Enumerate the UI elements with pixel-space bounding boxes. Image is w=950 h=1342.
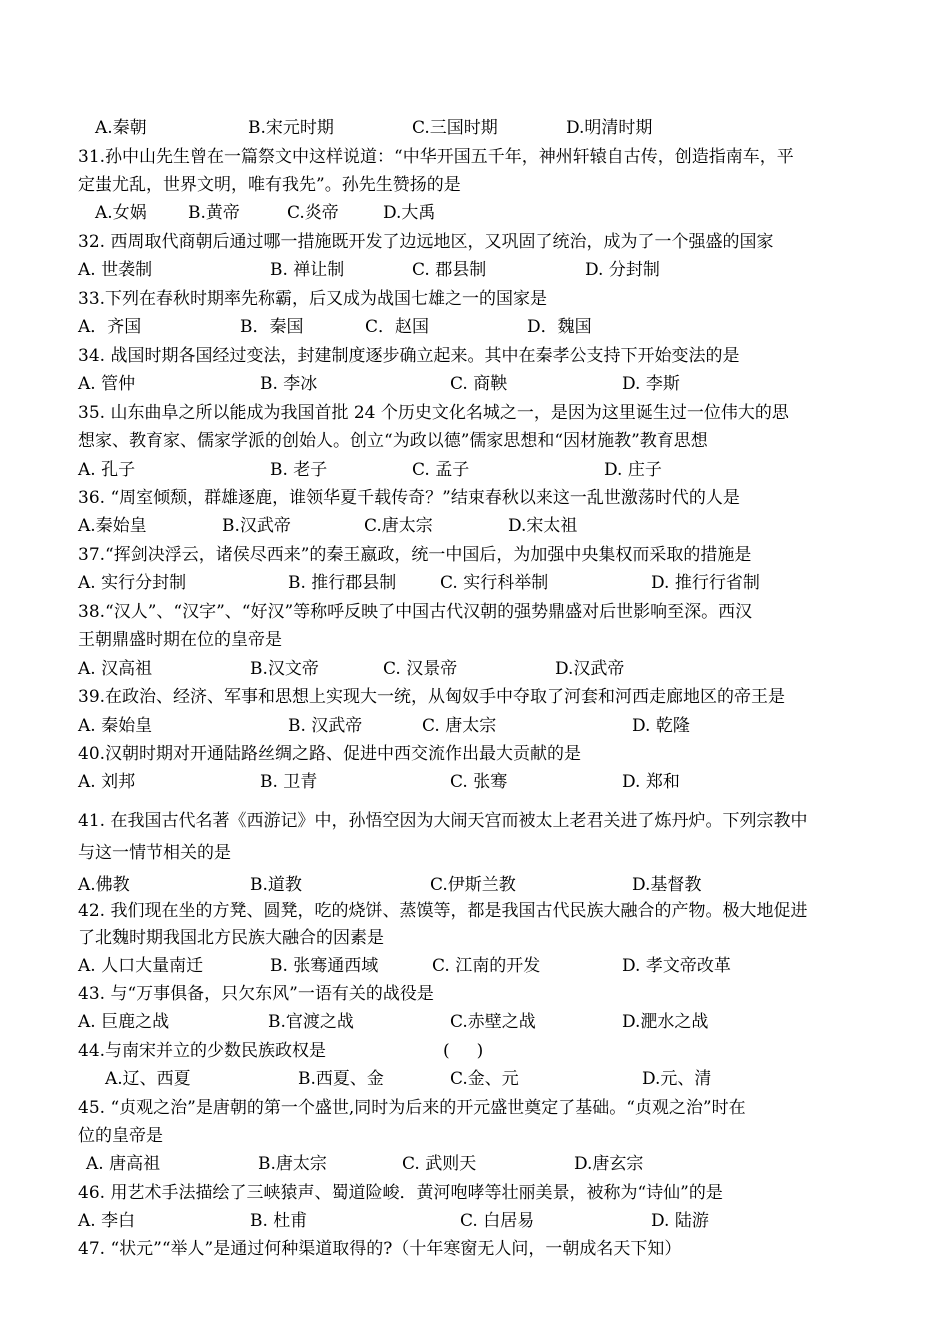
q38-option-b: B.汉文帝	[250, 659, 319, 679]
q41-option-d: D.基督教	[632, 875, 702, 895]
q40-stem-line1: 40.汉朝时期对开通陆路丝绸之路、促进中西交流作出最大贡献的是	[78, 744, 582, 764]
q34-option-d: D. 李斯	[622, 374, 680, 394]
q44-option-a: A.辽、西夏	[105, 1069, 191, 1089]
q39-option-c: C. 唐太宗	[422, 716, 497, 736]
q42-option-c: C. 江南的开发	[432, 956, 541, 976]
q32-option-b: B. 禅让制	[270, 260, 345, 280]
q42-option-a: A. 人口大量南迁	[78, 956, 204, 976]
q33-option-b: B．秦国	[240, 317, 304, 337]
q46-option-c: C. 白居易	[460, 1211, 535, 1231]
q37-option-b: B. 推行郡县制	[288, 573, 397, 593]
q42-option-d: D. 孝文帝改革	[622, 956, 731, 976]
q43-option-b: B.官渡之战	[268, 1012, 354, 1032]
q46-option-a: A. 李白	[78, 1211, 136, 1231]
q41-option-a: A.佛教	[78, 875, 130, 895]
q31-option-d: D.大禹	[383, 203, 436, 223]
q44-answer-blank: ( )	[443, 1041, 484, 1061]
q34-stem-line1: 34. 战国时期各国经过变法，封建制度逐步确立起来。其中在秦孝公支持下开始变法的是	[78, 346, 740, 366]
q45-stem-line2: 位的皇帝是	[78, 1126, 163, 1146]
q31-option-c: C.炎帝	[287, 203, 339, 223]
q36-option-b: B.汉武帝	[222, 516, 291, 536]
q40-option-c: C. 张骞	[450, 772, 508, 792]
q41-stem-line1: 41. 在我国古代名著《西游记》中，孙悟空因为大闹天宫而被太上老君关进了炼丹炉。下列宗教中	[78, 811, 808, 831]
q33-option-c: C．赵国	[365, 317, 430, 337]
q34-option-a: A. 管仲	[78, 374, 136, 394]
q39-option-b: B. 汉武帝	[288, 716, 363, 736]
q33-option-a: A．齐国	[78, 317, 142, 337]
q43-option-a: A. 巨鹿之战	[78, 1012, 170, 1032]
q30-option-b: B.宋元时期	[248, 118, 334, 138]
q45-option-a: A. 唐高祖	[86, 1154, 161, 1174]
q31-stem-line1: 31.孙中山先生曾在一篇祭文中这样说道：“中华开国五千年，神州轩辕自古传，创造指南车，平	[78, 147, 794, 167]
q41-stem-line2: 与这一情节相关的是	[78, 843, 231, 863]
q42-stem-line2: 了北魏时期我国北方民族大融合的因素是	[78, 928, 384, 948]
q34-option-c: C. 商鞅	[450, 374, 508, 394]
q31-stem-line2: 定蚩尤乱，世界文明，唯有我先”。孙先生赞扬的是	[78, 175, 461, 195]
q30-option-a: A.秦朝	[95, 118, 147, 138]
q33-option-d: D．魏国	[527, 317, 592, 337]
q36-stem-line1: 36. “周室倾颓，群雄逐鹿，谁领华夏千载传奇？”结束春秋以来这一乱世激荡时代的人是	[78, 488, 740, 508]
q42-stem-line1: 42. 我们现在坐的方凳、圆凳，吃的烧饼、蒸馍等，都是我国古代民族大融合的产物。极大地促进	[78, 901, 808, 921]
q30-option-c: C.三国时期	[412, 118, 498, 138]
q36-option-c: C.唐太宗	[364, 516, 433, 536]
q38-stem-line2: 王朝鼎盛时期在位的皇帝是	[78, 630, 282, 650]
q33-stem-line1: 33.下列在春秋时期率先称霸，后又成为战国七雄之一的国家是	[78, 289, 548, 309]
q36-option-a: A.秦始皇	[78, 516, 147, 536]
q42-option-b: B. 张骞通西域	[270, 956, 379, 976]
q41-option-c: C.伊斯兰教	[430, 875, 516, 895]
q35-option-c: C. 孟子	[412, 460, 470, 480]
q47-stem-line1: 47. “状元”“举人”是通过何种渠道取得的?（十年寒窗无人问，一朝成名天下知）	[78, 1239, 682, 1259]
q35-stem-line2: 想家、教育家、儒家学派的创始人。创立“为政以德”儒家思想和“因材施教”教育思想	[78, 431, 708, 451]
q37-option-c: C. 实行科举制	[440, 573, 549, 593]
q40-option-b: B. 卫青	[260, 772, 318, 792]
q38-option-d: D.汉武帝	[555, 659, 625, 679]
q44-option-d: D.元、清	[642, 1069, 712, 1089]
q43-stem-line1: 43. 与“万事俱备，只欠东风”一语有关的战役是	[78, 984, 434, 1004]
q36-option-d: D.宋太祖	[508, 516, 578, 536]
q32-stem-line1: 32. 西周取代商朝后通过哪一措施既开发了边远地区，又巩固了统治，成为了一个强盛的国家	[78, 232, 774, 252]
q38-stem-line1: 38.“汉人”、“汉字”、“好汉”等称呼反映了中国古代汉朝的强势鼎盛对后世影响至深。西汉	[78, 602, 753, 622]
q44-stem-line1: 44.与南宋并立的少数民族政权是	[78, 1041, 327, 1061]
q39-option-d: D. 乾隆	[632, 716, 690, 736]
q31-option-b: B.黄帝	[188, 203, 240, 223]
q37-option-a: A. 实行分封制	[78, 573, 187, 593]
q46-option-d: D. 陆游	[651, 1211, 709, 1231]
q40-option-a: A. 刘邦	[78, 772, 136, 792]
q35-option-b: B. 老子	[270, 460, 328, 480]
q44-option-b: B.西夏、金	[298, 1069, 384, 1089]
q43-option-c: C.赤壁之战	[450, 1012, 536, 1032]
q38-option-a: A. 汉高祖	[78, 659, 153, 679]
q32-option-d: D. 分封制	[585, 260, 660, 280]
q38-option-c: C. 汉景帝	[383, 659, 458, 679]
q30-option-d: D.明清时期	[566, 118, 653, 138]
q45-option-c: C. 武则天	[402, 1154, 477, 1174]
q32-option-c: C. 郡县制	[412, 260, 487, 280]
q37-option-d: D. 推行行省制	[651, 573, 760, 593]
q35-option-a: A. 孔子	[78, 460, 136, 480]
q45-stem-line1: 45. “贞观之治”是唐朝的第一个盛世,同时为后来的开元盛世奠定了基础。“贞观之治”时在	[78, 1098, 746, 1118]
q44-option-c: C.金、元	[450, 1069, 519, 1089]
q39-option-a: A. 秦始皇	[78, 716, 153, 736]
q34-option-b: B. 李冰	[260, 374, 318, 394]
q31-option-a: A.女娲	[95, 203, 147, 223]
q35-stem-line1: 35. 山东曲阜之所以能成为我国首批 24 个历史文化名城之一，是因为这里诞生过一位伟大的思	[78, 403, 789, 423]
q37-stem-line1: 37.“挥剑决浮云，诸侯尽西来”的秦王嬴政，统一中国后，为加强中央集权而采取的措施是	[78, 545, 752, 565]
q46-stem-line1: 46. 用艺术手法描绘了三峡猿声、蜀道险峻．黄河咆哮等壮丽美景，被称为“诗仙”的是	[78, 1183, 723, 1203]
q35-option-d: D. 庄子	[604, 460, 662, 480]
q43-option-d: D.淝水之战	[622, 1012, 709, 1032]
q39-stem-line1: 39.在政治、经济、军事和思想上实现大一统，从匈奴手中夺取了河套和河西走廊地区的帝王是	[78, 687, 786, 707]
q41-option-b: B.道教	[250, 875, 302, 895]
q46-option-b: B. 杜甫	[250, 1211, 308, 1231]
q40-option-d: D. 郑和	[622, 772, 680, 792]
q32-option-a: A. 世袭制	[78, 260, 153, 280]
q45-option-b: B.唐太宗	[258, 1154, 327, 1174]
q45-option-d: D.唐玄宗	[574, 1154, 644, 1174]
